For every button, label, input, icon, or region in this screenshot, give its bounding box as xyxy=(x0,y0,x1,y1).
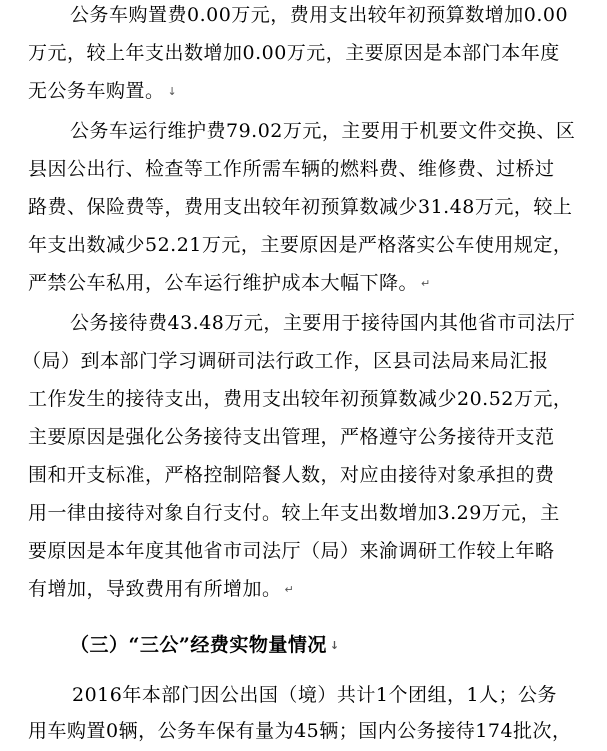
paragraph-reception-line-3: 工作发生的接待支出，费用支出较年初预算数减少20.52万元， xyxy=(28,388,573,410)
paragraph-physical-quantity-line-2: 用车购置0辆，公务车保有量为45辆；国内公务接待174批次， xyxy=(28,720,572,742)
paragraph-reception-line-8: 有增加，导致费用有所增加。 ↵ xyxy=(28,578,295,600)
paragraph-mark-icon: ↓ xyxy=(167,85,178,98)
paragraph-reception-line-4: 主要原因是强化公务接待支出管理，严格遵守公务接待开支范 xyxy=(28,426,555,448)
paragraph-mark-icon: ↵ xyxy=(421,277,431,290)
paragraph-car-purchase-line-3: 无公务车购置。 ↓ xyxy=(28,80,178,102)
paragraph-reception-line-5: 围和开支标准，严格控制陪餐人数，对应由接待对象承担的费 xyxy=(28,464,555,486)
paragraph-car-purchase-line-1: 公务车购置费0.00万元，费用支出较年初预算数增加0.00 xyxy=(70,4,569,26)
paragraph-car-operation-line-5: 严禁公车私用，公车运行维护成本大幅下降。 ↵ xyxy=(28,272,431,294)
paragraph-reception-line-7: 要原因是本年度其他省市司法厅（局）来渝调研工作较上年略 xyxy=(28,540,555,562)
paragraph-car-purchase-line-2: 万元，较上年支出数增加0.00万元，主要原因是本部门本年度 xyxy=(28,42,560,64)
paragraph-mark-icon: ↵ xyxy=(284,583,295,596)
paragraph-mark-icon: ↓ xyxy=(329,639,340,652)
paragraph-reception-line-2: （局）到本部门学习调研司法行政工作，区县司法局来局汇报 xyxy=(22,350,549,372)
paragraph-car-operation-line-3: 路费、保险费等，费用支出较年初预算数减少31.48万元，较上 xyxy=(28,196,573,218)
paragraph-physical-quantity-line-1: 2016年本部门因公出国（境）共计1个团组，1人；公务 xyxy=(72,684,558,706)
paragraph-reception-line-6: 用一律由接待对象自行支付。较上年支出数增加3.29万元，主 xyxy=(28,502,560,524)
paragraph-car-operation-line-1: 公务车运行维护费79.02万元，主要用于机要文件交换、区 xyxy=(70,120,576,142)
paragraph-car-operation-line-2: 县因公出行、检查等工作所需车辆的燃料费、维修费、过桥过 xyxy=(28,158,555,180)
paragraph-reception-line-1: 公务接待费43.48万元，主要用于接待国内其他省市司法厅 xyxy=(70,312,576,334)
section-heading: （三）“三公”经费实物量情况 ↓ xyxy=(70,634,340,656)
paragraph-car-operation-line-4: 年支出数减少52.21万元，主要原因是严格落实公车使用规定， xyxy=(28,234,573,256)
